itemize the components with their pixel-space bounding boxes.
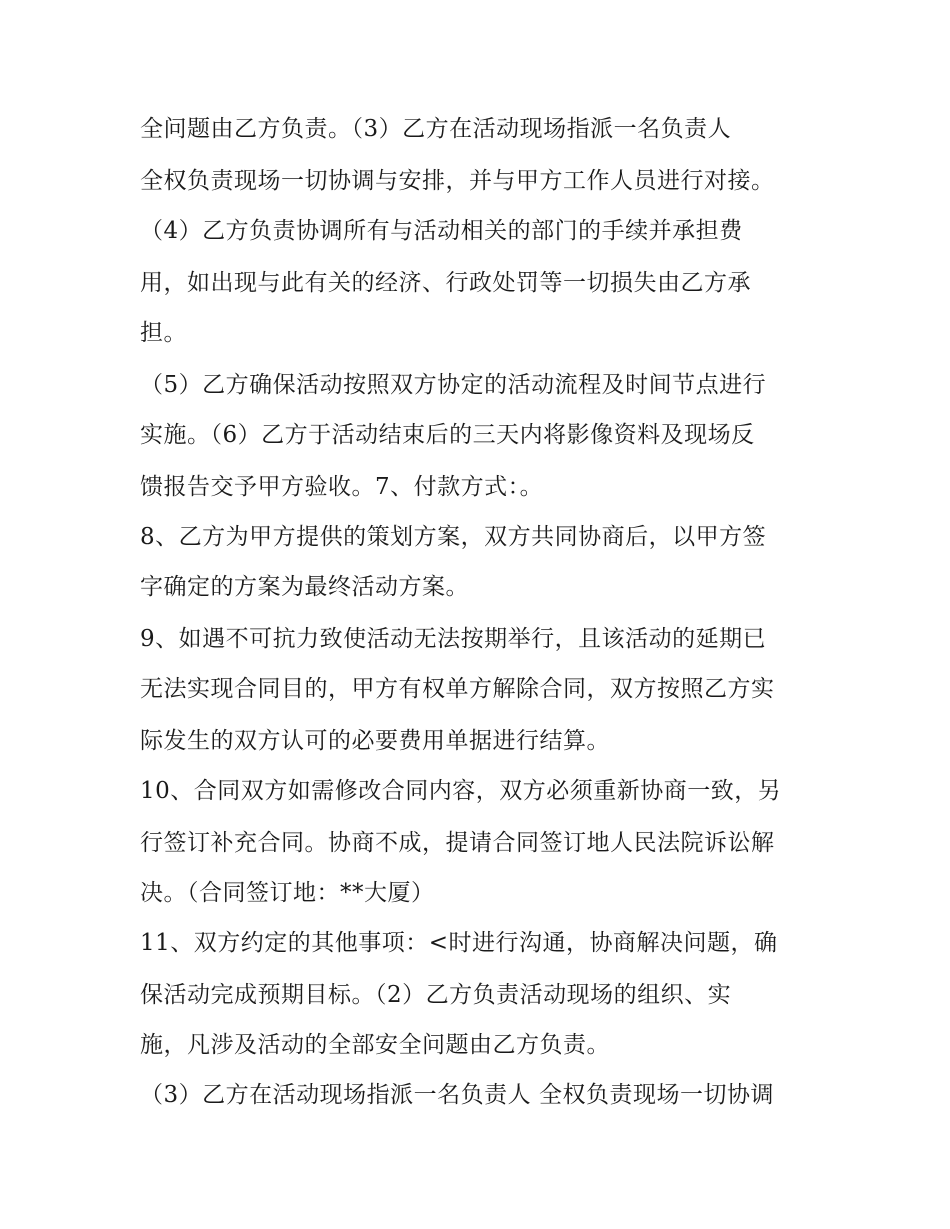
text-line: 实施。（6）乙方于活动结束后的三天内将影像资料及现场反 <box>140 422 755 448</box>
text-line: （3）乙方在活动现场指派一名负责人 全权负责现场一切协调 <box>140 1082 774 1108</box>
text-line: 10、合同双方如需修改合同内容，双方必须重新协商一致，另 <box>140 778 782 804</box>
text-line: 行签订补充合同。协商不成，提请合同签订地人民法院诉讼解 <box>140 830 775 856</box>
text-line: 无法实现合同目的，甲方有权单方解除合同，双方按照乙方实 <box>140 676 775 702</box>
text-line: 字确定的方案为最终活动方案。 <box>140 574 469 600</box>
text-line: 决。（合同签订地：**大厦） <box>140 880 435 906</box>
text-line: （5）乙方确保活动按照双方协定的活动流程及时间节点进行 <box>140 372 767 398</box>
text-line: （4）乙方负责协调所有与活动相关的部门的手续并承担费 <box>140 218 743 244</box>
text-line: 9、如遇不可抗力致使活动无法按期举行，且该活动的延期已 <box>140 626 767 652</box>
text-line: 全问题由乙方负责。（3）乙方在活动现场指派一名负责人 <box>140 116 732 142</box>
text-line: 全权负责现场一切协调与安排，并与甲方工作人员进行对接。 <box>140 168 775 194</box>
text-line: 担。 <box>140 320 187 346</box>
text-line: 用，如出现与此有关的经济、行政处罚等一切损失由乙方承 <box>140 270 751 296</box>
text-line: 8、乙方为甲方提供的策划方案，双方共同协商后，以甲方签 <box>140 524 767 550</box>
text-line: 施，凡涉及活动的全部安全问题由乙方负责。 <box>140 1032 610 1058</box>
text-line: 保活动完成预期目标。（2）乙方负责活动现场的组织、实 <box>140 982 732 1008</box>
text-line: 馈报告交予甲方验收。7、付款方式：。 <box>140 474 544 500</box>
text-line: 11、双方约定的其他事项：<时进行沟通，协商解决问题，确 <box>140 930 778 956</box>
text-line: 际发生的双方认可的必要费用单据进行结算。 <box>140 728 610 754</box>
